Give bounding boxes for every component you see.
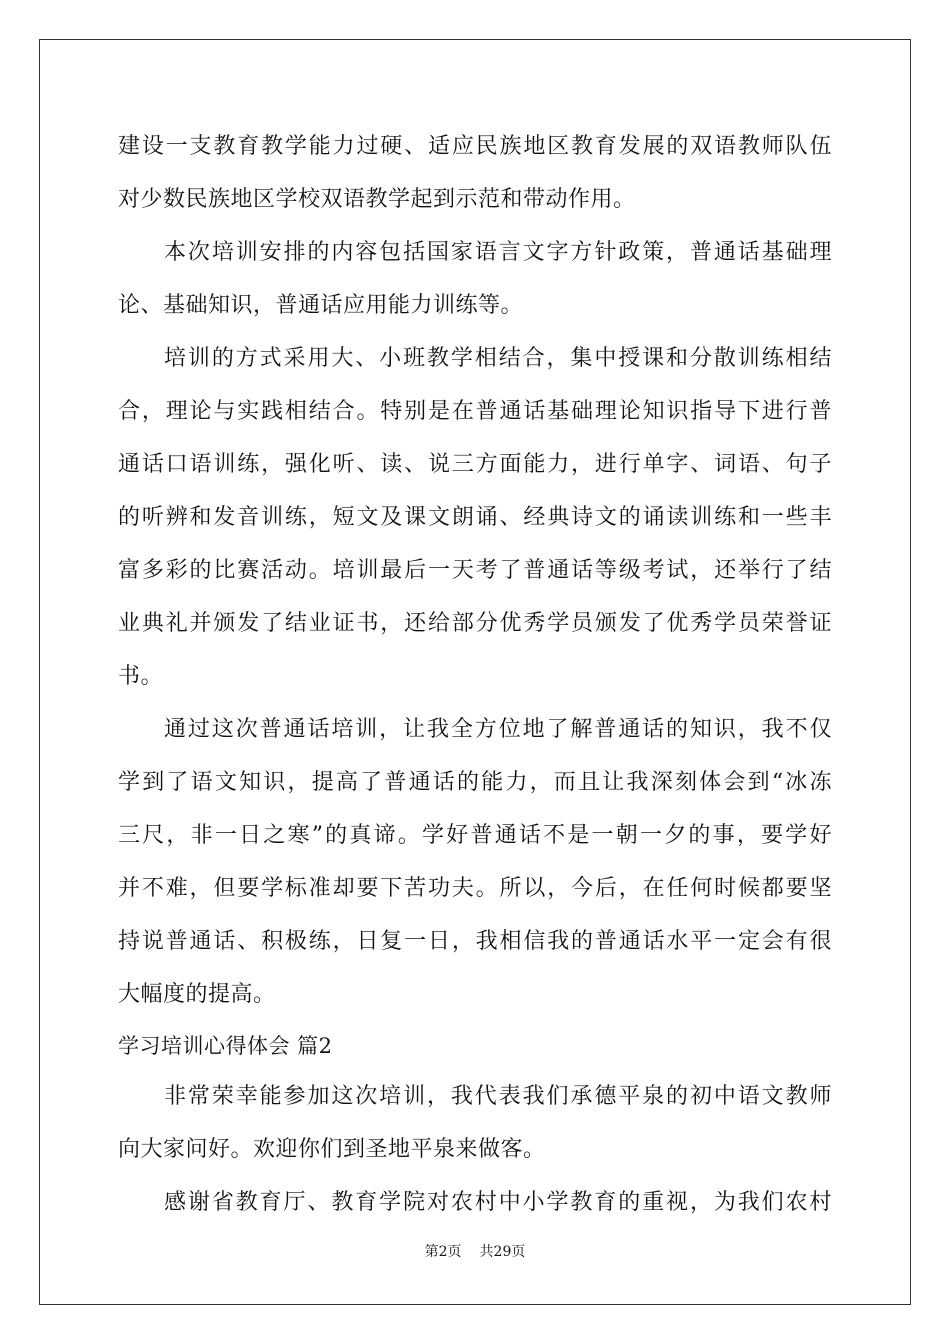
body-line: 培训的方式采用大、小班教学相结合，集中授课和分散训练相结	[164, 346, 832, 371]
page-footer	[0, 1243, 950, 1261]
body-line: 感谢省教育厅、教育学院对农村中小学教育的重视，为我们农村	[164, 1190, 832, 1215]
body-line: 向大家问好。欢迎你们到圣地平泉来做客。	[118, 1137, 546, 1162]
body-line: 富多彩的比赛活动。培训最后一天考了普通话等级考试，还举行了结	[118, 558, 832, 583]
body-line: 持说普通话、积极练，日复一日，我相信我的普通话水平一定会有很	[118, 929, 832, 954]
body-line: 通话口语训练，强化听、读、说三方面能力，进行单字、词语、句子	[118, 452, 832, 477]
body-line: 建设一支教育教学能力过硬、适应民族地区教育发展的双语教师队伍	[118, 134, 832, 159]
body-line: 非常荣幸能参加这次培训，我代表我们承德平泉的初中语文教师	[164, 1084, 832, 1109]
body-line: 学到了语文知识，提高了普通话的能力，而且让我深刻体会到“冰冻	[118, 770, 832, 795]
page-total: 共29页	[479, 1244, 526, 1260]
body-line: 本次培训安排的内容包括国家语言文字方针政策，普通话基础理	[164, 240, 832, 265]
body-line: 并不难，但要学标准却要下苦功夫。所以，今后，在任何时候都要坚	[118, 876, 832, 901]
body-line: 合，理论与实践相结合。特别是在普通话基础理论知识指导下进行普	[118, 399, 832, 424]
section-heading: 学习培训心得体会 篇2	[118, 1034, 333, 1058]
body-line: 大幅度的提高。	[118, 982, 276, 1007]
body-line: 书。	[118, 664, 164, 689]
body-line: 三尺，非一日之寒”的真谛。学好普通话不是一朝一夕的事，要学好	[118, 823, 832, 848]
body-line: 通过这次普通话培训，让我全方位地了解普通话的知识，我不仅	[164, 717, 832, 742]
page-number: 第2页	[424, 1244, 462, 1260]
body-line: 论、基础知识，普通话应用能力训练等。	[118, 293, 524, 318]
body-line: 对少数民族地区学校双语教学起到示范和带动作用。	[118, 187, 636, 212]
body-line: 的听辨和发音训练，短文及课文朗诵、经典诗文的诵读训练和一些丰	[118, 505, 832, 530]
body-line: 业典礼并颁发了结业证书，还给部分优秀学员颁发了优秀学员荣誉证	[118, 611, 832, 636]
